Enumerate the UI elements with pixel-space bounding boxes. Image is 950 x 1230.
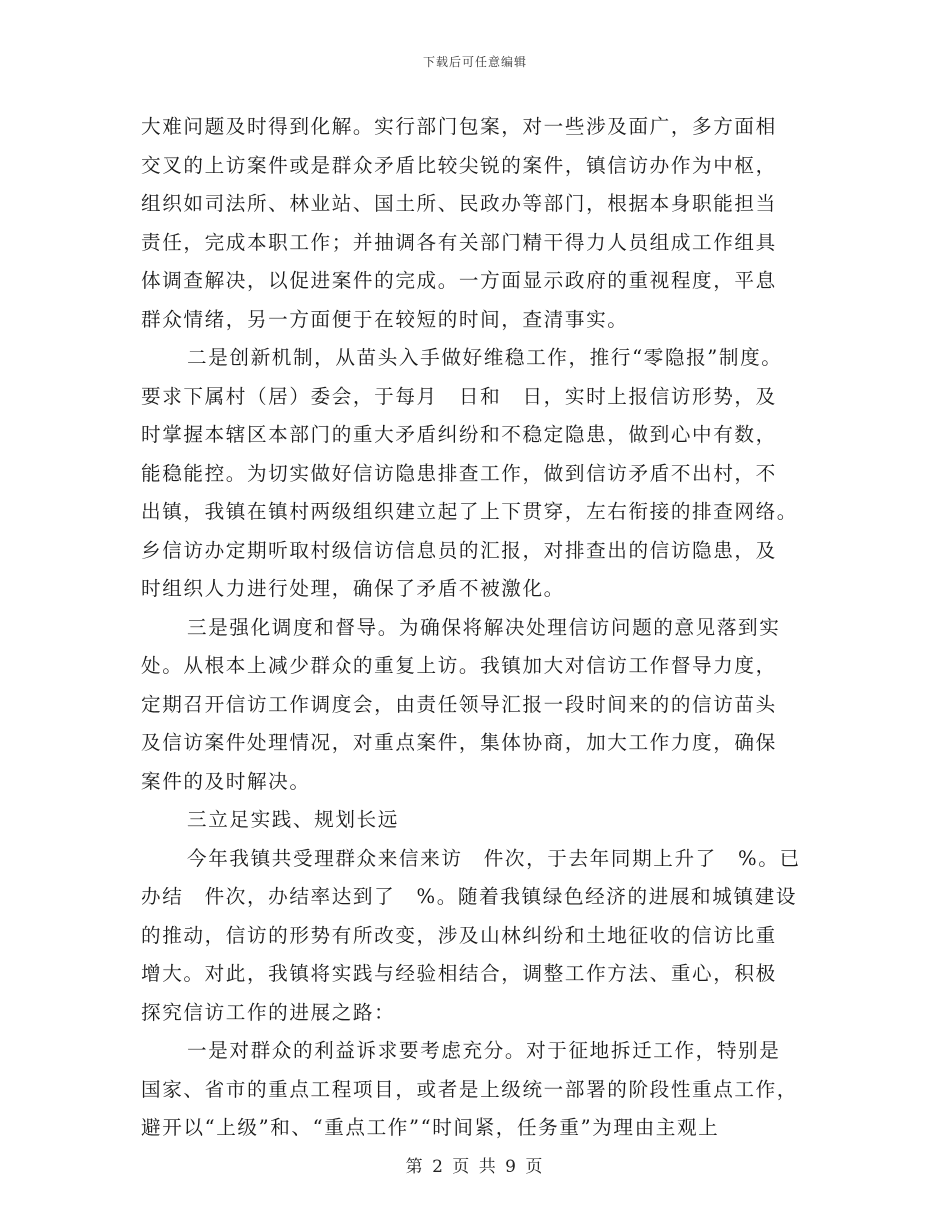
text-line: 探究信访工作的进展之路： bbox=[141, 1000, 396, 1024]
section-heading: 三立足实践、规划长远 bbox=[187, 808, 399, 831]
text-line: 大难问题及时得到化解。实行部门包案，对一些涉及面广，多方面相 bbox=[141, 115, 777, 138]
text-line: 国家、省市的重点工程项目，或者是上级统一部署的阶段性重点工作， bbox=[141, 1077, 799, 1101]
page-number-footer: 第 2 页 共 9 页 bbox=[405, 1157, 545, 1177]
text-line: 要求下属村（居）委会，于每月 日和 日，实时上报信访形势，及 bbox=[141, 384, 777, 408]
document-body bbox=[141, 108, 841, 1148]
text-line: 能稳能控。为切实做好信访隐患排查工作，做到信访矛盾不出村，不 bbox=[141, 461, 777, 485]
paragraph-start: 今年我镇共受理群众来信来访 件次，于去年同期上升了 %。已 bbox=[187, 846, 801, 870]
text-line: 乡信访办定期听取村级信访信息员的汇报，对排查出的信访隐患，及 bbox=[141, 538, 777, 562]
text-line: 及信访案件处理情况，对重点案件，集体协商，加大工作力度，确保 bbox=[141, 731, 777, 754]
header-note: 下载后可任意编辑 bbox=[422, 55, 527, 69]
text-line: 避开以“上级”和、“重点工作”“时间紧，任务重”为理由主观上 bbox=[141, 1116, 720, 1139]
text-line: 案件的及时解决。 bbox=[141, 769, 311, 793]
text-line: 办结 件次，办结率达到了 %。随着我镇绿色经济的进展和城镇建设 bbox=[141, 885, 798, 908]
text-line: 定期召开信访工作调度会，由责任领导汇报一段时间来的的信访苗头 bbox=[141, 692, 777, 716]
text-line: 责任，完成本职工作；并抽调各有关部门精干得力人员组成工作组具 bbox=[141, 230, 777, 254]
text-line: 时掌握本辖区本部门的重大矛盾纠纷和不稳定隐患，做到心中有数， bbox=[141, 423, 777, 446]
text-line: 的推动，信访的形势有所改变，涉及山林纠纷和土地征收的信访比重 bbox=[141, 923, 777, 947]
text-line: 交叉的上访案件或是群众矛盾比较尖锐的案件，镇信访办作为中枢， bbox=[141, 153, 777, 177]
text-line: 增大。对此，我镇将实践与经验相结合，调整工作方法、重心，积极 bbox=[141, 962, 777, 985]
text-line: 群众情绪，另一方面便于在较短的时间，查清事实。 bbox=[141, 307, 629, 331]
text-line: 处。从根本上减少群众的重复上访。我镇加大对信访工作督导力度， bbox=[141, 654, 777, 677]
text-line: 时组织人力进行处理，确保了矛盾不被激化。 bbox=[141, 577, 565, 600]
paragraph-start: 三是强化调度和督导。为确保将解决处理信访问题的意见落到实 bbox=[187, 615, 781, 639]
paragraph-start: 二是创新机制，从苗头入手做好维稳工作，推行“零隐报”制度。 bbox=[187, 346, 783, 369]
text-line: 组织如司法所、林业站、国土所、民政办等部门，根据本身职能担当 bbox=[141, 192, 777, 215]
text-line: 体调查解决，以促进案件的完成。一方面显示政府的重视程度，平息 bbox=[141, 269, 777, 292]
paragraph-start: 一是对群众的利益诉求要考虑充分。对于征地拆迁工作，特别是 bbox=[187, 1039, 781, 1062]
text-line: 出镇，我镇在镇村两级组织建立起了上下贯穿，左右衔接的排查网络。 bbox=[141, 500, 799, 523]
